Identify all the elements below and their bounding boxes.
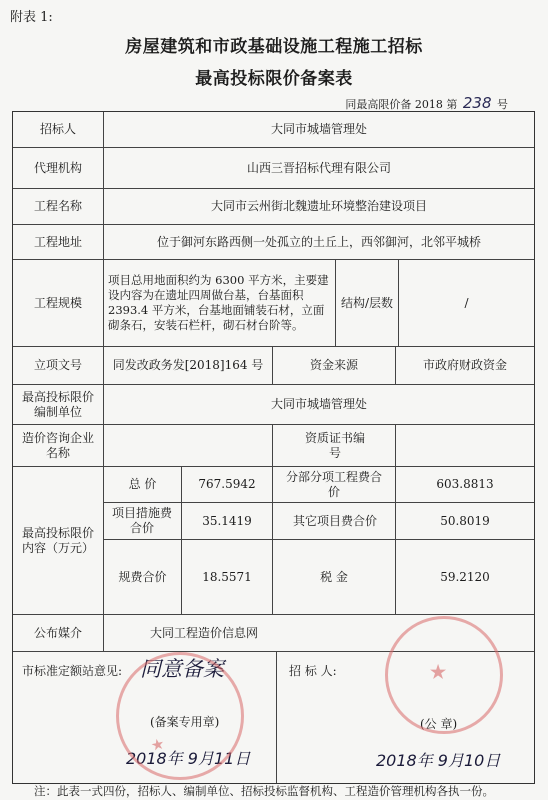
measure-cost-value: 35.1419 (202, 513, 252, 528)
total-price-label: 总 价 (128, 477, 157, 491)
tenderer-seal-star: ★ (430, 662, 447, 683)
market-handwriting: 同意备案 (140, 657, 224, 681)
form-title-line2: 最高投标限价备案表 (195, 69, 353, 89)
fee-label: 规费合价 (118, 569, 167, 584)
compiler-value: 大同市城墙管理处 (270, 397, 367, 411)
project-name-value: 大同市云州街北魏遗址环境整治建设项目 (210, 199, 427, 213)
approval-label: 立项文号 (33, 358, 82, 372)
consult-label: 造价咨询企业名称 (21, 430, 94, 460)
cert-label: 资质证书编 号 (305, 430, 378, 460)
media-value: 大同工程造价信息网 (150, 625, 259, 640)
tenderer-label: 招标人 (39, 122, 76, 136)
price-content-label: 最高投标限价内容（万元） (21, 525, 94, 555)
agency-label: 代理机构 (33, 160, 82, 175)
form-title-line1: 房屋建筑和市政基础设施工程施工招标 (125, 37, 423, 57)
cert-value (396, 425, 534, 466)
project-scale-label: 工程规模 (33, 295, 82, 310)
media-label: 公布媒介 (33, 625, 82, 640)
filing-seal (116, 652, 244, 780)
market-opinion-label: 市标准定额站意见: (22, 664, 123, 678)
record-number-line (345, 94, 508, 112)
structure-label: 结构/层数 (340, 295, 394, 310)
footnote: 注：此表一式四份，招标人、编制单位、招标投标监督机构、工程造价管理机构各执一份。 (34, 784, 494, 798)
structure-value: / (464, 295, 469, 310)
project-name-label: 工程名称 (33, 199, 82, 213)
tenderer-seal-caption: (公 章) (420, 717, 458, 731)
attachment-label: 附表 1: (10, 10, 53, 25)
record-prefix: 同最高限价备 2018 第 (345, 98, 458, 111)
record-number: 238 (462, 94, 492, 112)
market-seal-caption: (备案专用章) (150, 715, 220, 729)
record-suffix: 号 (497, 98, 508, 111)
other-cost-label: 其它项目费合价 (293, 513, 378, 528)
fund-source-value: 市政府财政资金 (422, 358, 507, 372)
subitem-cost-label: 分部分项工程费合价 (285, 469, 382, 499)
consult-value (104, 425, 272, 466)
tenderer-date: 2018年 9月10日 (376, 751, 501, 770)
measure-cost-label: 项目措施费合价 (111, 506, 172, 535)
tax-label: 税 金 (320, 569, 348, 584)
tax-value: 59.2120 (440, 569, 490, 584)
project-address-value: 位于御河东路西侧一处孤立的土丘上，西邻御河，北邻平城桥 (156, 234, 481, 249)
fund-source-label: 资金来源 (309, 358, 358, 372)
other-cost-value: 50.8019 (440, 513, 490, 528)
project-scale-value: 项目总用地面积约为 6300 平方米，主要建设内容为在遗址四周做台基，台基面积 2393.4 平方米，台基地面铺装石材，立面砌条石，安装石栏杆，砌石材台阶等。 (108, 273, 329, 332)
subitem-cost-value: 603.8813 (436, 477, 494, 491)
agency-value: 山西三晋招标代理有限公司 (246, 160, 391, 175)
tenderer-sign-label: 招 标 人: (289, 664, 337, 678)
filing-seal-mark: ★ (150, 736, 166, 755)
compiler-label: 最高投标限价编制单位 (21, 389, 94, 419)
approval-value: 同发改政务发[2018]164 号 (112, 358, 264, 372)
fee-value: 18.5571 (202, 569, 252, 584)
total-price-value: 767.5942 (198, 477, 256, 491)
project-address-label: 工程地址 (33, 234, 82, 249)
tenderer-value: 大同市城墙管理处 (270, 122, 367, 136)
market-date: 2018年 9月11日 (126, 749, 251, 768)
